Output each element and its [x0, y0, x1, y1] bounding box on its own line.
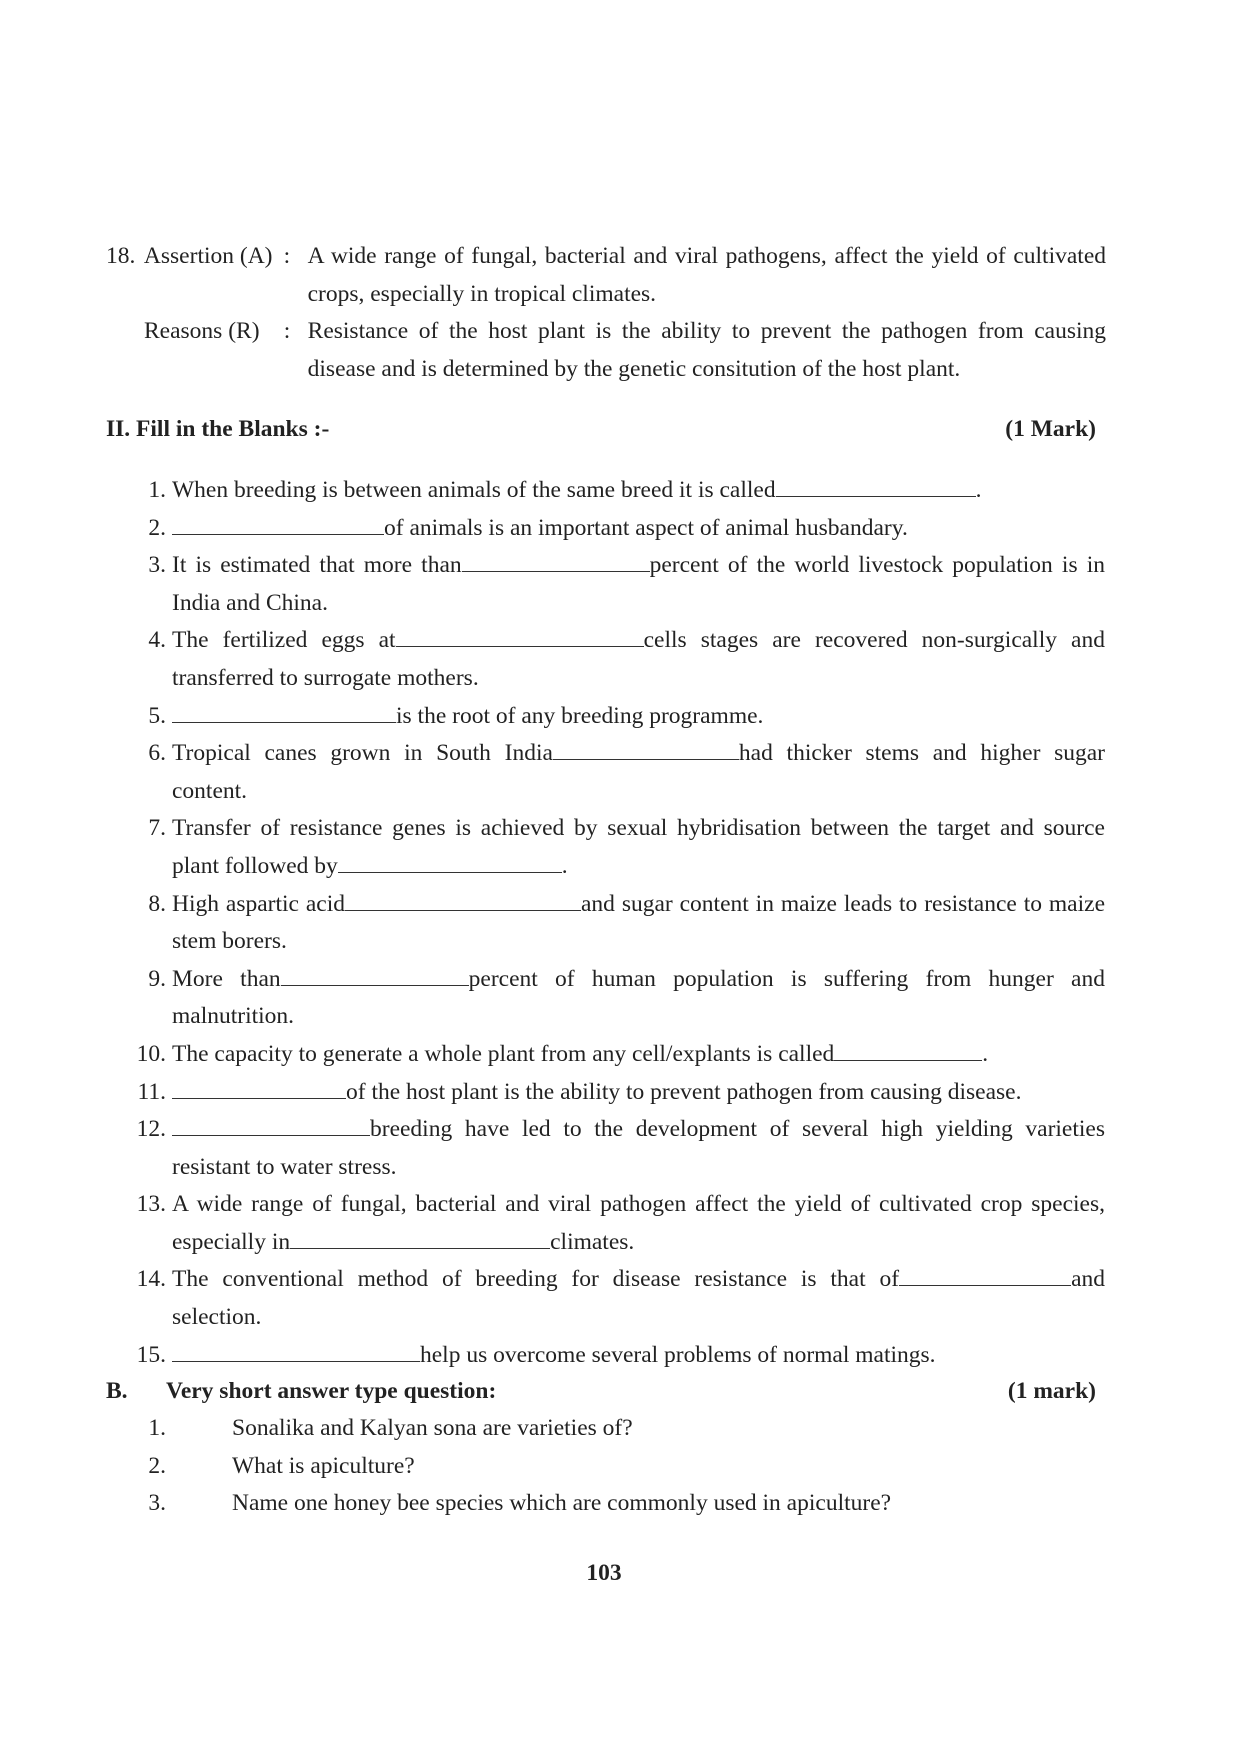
list-item: [106, 1036, 1106, 1074]
item-number: 13.: [136, 1191, 166, 1218]
list-item: [106, 510, 1106, 548]
section-marks: (1 mark): [1007, 1378, 1096, 1404]
text-after-blank: climates.: [550, 1228, 635, 1255]
question-text: Name one honey bee species which are commonly used in apiculture?: [232, 1490, 892, 1516]
item-number: 9.: [148, 965, 166, 992]
text-after-blank: breeding have led to the development of several high yielding varieties resistant to water stress.: [172, 1116, 1105, 1180]
item-text: [172, 1074, 1105, 1112]
answer-blank[interactable]: [396, 626, 644, 647]
answer-blank[interactable]: [338, 852, 562, 873]
assertion-row: [106, 238, 1106, 313]
item-number: 7.: [148, 815, 166, 842]
text-before-blank: Transfer of resistance genes is achieved by sexual hybridisation between the target and source plant followed by: [172, 815, 1105, 879]
text-after-blank: of the host plant is the ability to prevent pathogen from causing disease.: [346, 1078, 1022, 1105]
item-text: [172, 1261, 1105, 1336]
item-number: 1.: [148, 477, 166, 503]
page-number: 103: [586, 1560, 622, 1586]
assertion-label: Assertion (A): [143, 243, 273, 269]
list-item: [106, 1074, 1106, 1112]
answer-blank[interactable]: [776, 476, 976, 497]
section-marks: (1 Mark): [1005, 416, 1096, 442]
answer-blank[interactable]: [290, 1228, 550, 1249]
list-item: [106, 735, 1106, 810]
item-number: 10.: [136, 1040, 166, 1067]
list-item: [106, 810, 1106, 885]
item-text: [172, 1337, 1105, 1375]
text-after-blank: cells stages are recovered non-surgically and transferred to surrogate mothers.: [172, 627, 1105, 691]
text-after-blank: had thicker stems and higher sugar content.: [172, 740, 1105, 804]
reason-colon: :: [283, 318, 291, 344]
item-text: [172, 735, 1105, 810]
fill-blanks-list: [106, 472, 1106, 1374]
item-number: 8.: [148, 890, 166, 917]
section-title: Very short answer type question:: [166, 1378, 497, 1404]
list-item: [106, 698, 1106, 736]
list-item: [106, 1111, 1106, 1186]
answer-blank[interactable]: [172, 1115, 370, 1136]
item-number: 2.: [148, 514, 166, 541]
text-before-blank: More than: [172, 965, 281, 992]
text-after-blank: .: [982, 1040, 989, 1067]
item-text: [172, 622, 1105, 697]
answer-blank[interactable]: [172, 702, 396, 723]
item-text: [172, 698, 1105, 736]
list-item: [106, 1337, 1106, 1375]
item-text: [172, 1111, 1105, 1186]
item-text: [172, 886, 1105, 961]
list-item: [106, 961, 1106, 1036]
list-item: [106, 1448, 1096, 1486]
text-after-blank: of animals is an important aspect of animal husbandary.: [384, 514, 908, 541]
item-number: 3.: [148, 552, 166, 579]
list-item: [106, 886, 1106, 961]
list-item: [106, 472, 1106, 510]
list-item: [106, 622, 1106, 697]
text-before-blank: The conventional method of breeding for disease resistance is that of: [172, 1266, 900, 1293]
item-number: 5.: [148, 702, 166, 729]
answer-blank[interactable]: [553, 739, 739, 760]
item-number: 4.: [148, 627, 166, 654]
text-after-blank: percent of human population is suffering from hunger and malnutrition.: [172, 965, 1105, 1030]
text-before-blank: A wide range of fungal, bacterial and viral pathogen affect the yield of cultivated crop species, especially in: [172, 1191, 1105, 1255]
item-text: [172, 1186, 1105, 1261]
reason-row: [106, 313, 1106, 388]
answer-blank[interactable]: [172, 1078, 346, 1099]
item-text: [172, 810, 1105, 885]
fill-blanks-heading: [106, 414, 1096, 444]
assertion-text: A wide range of fungal, bacterial and viral pathogens, affect the yield of cultivated crops, especially in tropical climates.: [307, 243, 1106, 307]
item-number: 12.: [136, 1116, 166, 1143]
section-b: [106, 1372, 1096, 1523]
text-after-blank: .: [561, 852, 568, 879]
item-number: 6.: [148, 740, 166, 767]
text-after-blank: and sugar content in maize leads to resistance to maize stem borers.: [172, 890, 1105, 955]
question-number: 18.: [106, 243, 136, 269]
answer-blank[interactable]: [172, 514, 384, 535]
list-item: [106, 1485, 1096, 1523]
answer-blank[interactable]: [834, 1040, 982, 1061]
text-before-blank: Tropical canes grown in South India: [172, 740, 553, 767]
question-text: What is apiculture?: [232, 1452, 415, 1479]
text-before-blank: The fertilized eggs at: [172, 627, 396, 654]
question-number: 2.: [148, 1452, 166, 1479]
question-number: 3.: [148, 1490, 166, 1516]
section-b-heading: [106, 1372, 1096, 1410]
list-item: [106, 1261, 1106, 1336]
answer-blank[interactable]: [345, 890, 581, 911]
text-before-blank: When breeding is between animals of the same breed it is called: [172, 477, 776, 503]
question-text: Sonalika and Kalyan sona are varieties of?: [232, 1415, 633, 1441]
text-before-blank: It is estimated that more than: [172, 552, 462, 579]
reason-label: Reasons (R): [144, 318, 260, 344]
answer-blank[interactable]: [281, 965, 469, 986]
reason-text: Resistance of the host plant is the ability to prevent the pathogen from causing disease and is determined by the genetic consitution of the host plant.: [307, 318, 1106, 382]
item-text: [172, 961, 1105, 1036]
answer-blank[interactable]: [462, 551, 650, 572]
text-before-blank: The capacity to generate a whole plant from any cell/explants is called: [172, 1040, 835, 1067]
assertion-reason-question: [106, 238, 1106, 388]
text-after-blank: is the root of any breeding programme.: [396, 702, 764, 729]
item-number: 15.: [136, 1341, 166, 1368]
answer-blank[interactable]: [172, 1341, 420, 1362]
text-after-blank: percent of the world livestock population is in India and China.: [172, 552, 1105, 616]
section-title: II. Fill in the Blanks :-: [106, 416, 330, 442]
item-number: 11.: [137, 1078, 166, 1105]
assertion-colon: :: [283, 243, 291, 269]
item-text: [172, 510, 1105, 548]
text-before-blank: High aspartic acid: [172, 890, 345, 917]
answer-blank[interactable]: [899, 1265, 1071, 1286]
list-item: [106, 1186, 1106, 1261]
text-after-blank: .: [975, 477, 982, 503]
section-letter: B.: [106, 1378, 128, 1404]
text-after-blank: help us overcome several problems of normal matings.: [420, 1341, 936, 1368]
question-number: 1.: [148, 1415, 166, 1441]
list-item: [106, 1410, 1096, 1448]
item-text: [172, 547, 1105, 622]
item-number: 14.: [136, 1266, 166, 1293]
text-after-blank: and selection.: [172, 1266, 1105, 1331]
item-text: [172, 472, 1105, 510]
list-item: [106, 547, 1106, 622]
item-text: [172, 1036, 1105, 1074]
